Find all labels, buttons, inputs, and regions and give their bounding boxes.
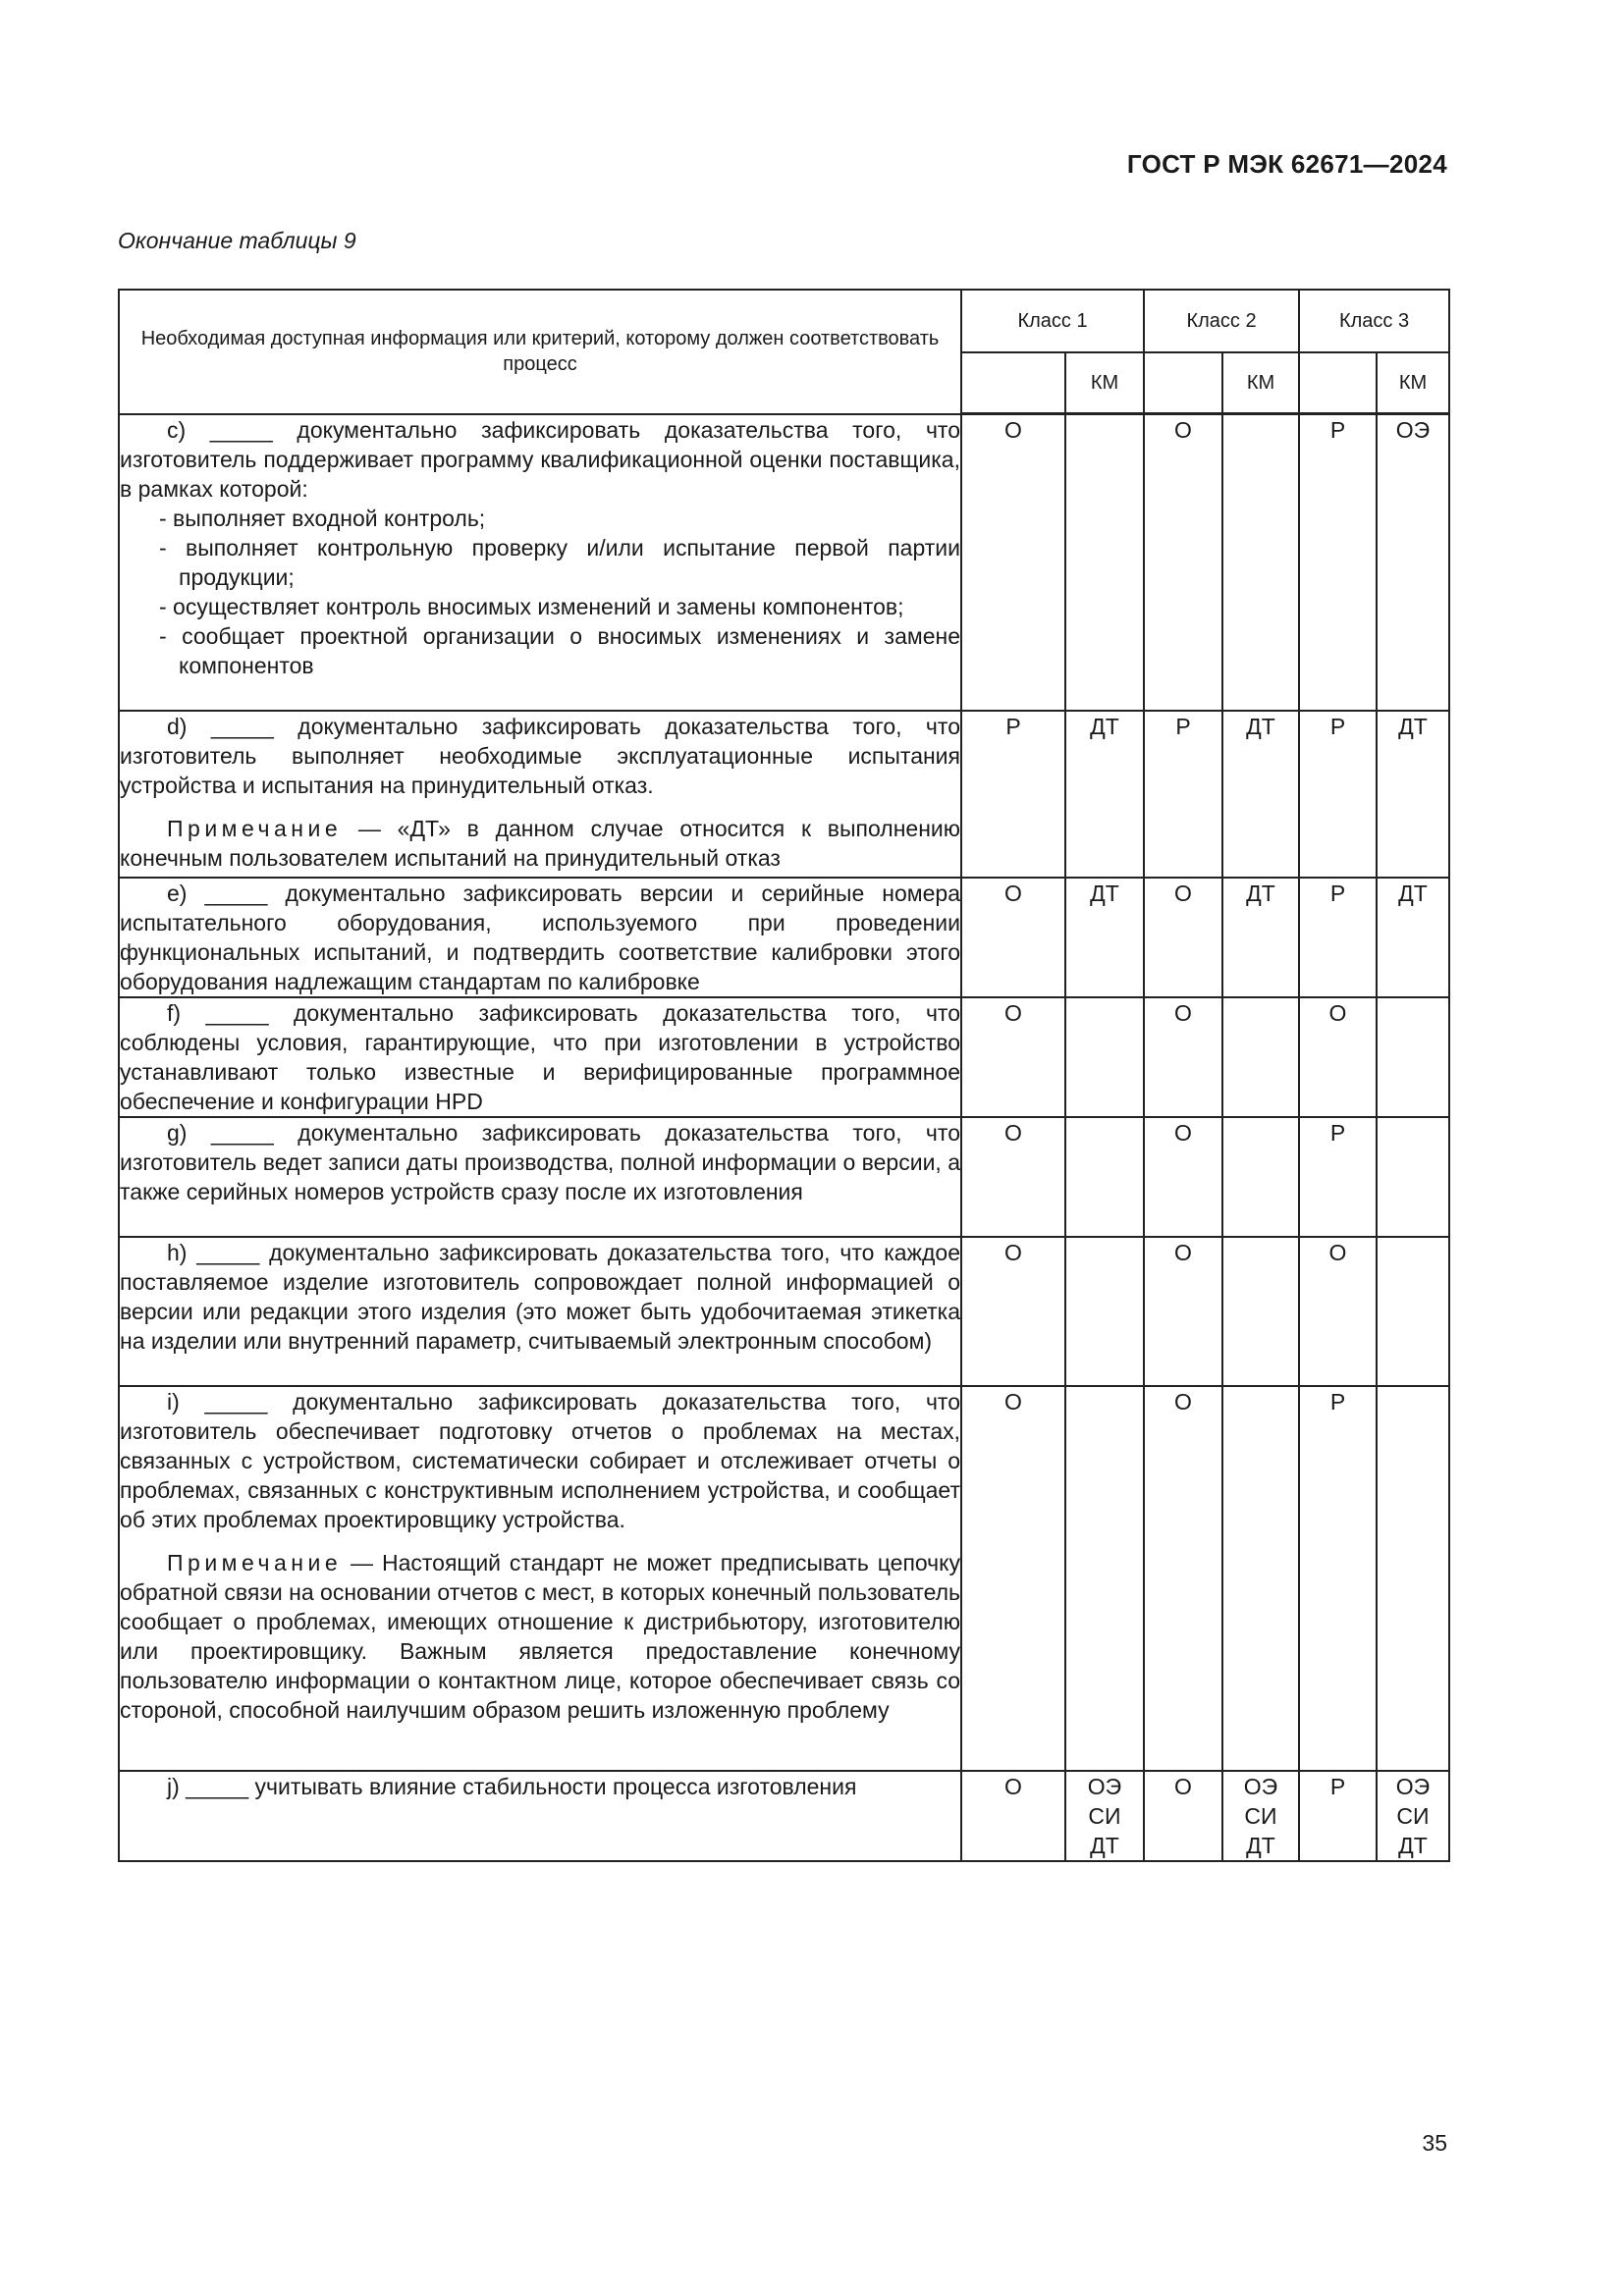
value-cell: О bbox=[961, 414, 1065, 711]
value-cell: ДТ bbox=[1065, 711, 1144, 878]
criterion-cell bbox=[119, 1117, 961, 1237]
requirements-table bbox=[118, 289, 1450, 1862]
note-label: Примечание bbox=[167, 1549, 343, 1575]
value-cell bbox=[1377, 1771, 1449, 1861]
value-cell bbox=[1065, 1237, 1144, 1386]
criterion-cell bbox=[119, 414, 961, 711]
criterion-text: h) _____ документально зафиксировать доказательства того, что каждое поставляемое изделие изготовитель сопровождает полной информацией о версии или редакции этого изделия (это может быть удобочитаемая этикетка на изделии или внутренний параметр, считываемый электронным способом) bbox=[120, 1239, 960, 1354]
value-line: ОЭ bbox=[1243, 1773, 1278, 1799]
value-cell: О bbox=[1144, 1771, 1222, 1861]
value-line: СИ bbox=[1088, 1802, 1121, 1829]
value-cell bbox=[1065, 1117, 1144, 1237]
class-1-header: Класс 1 bbox=[961, 290, 1144, 352]
note-text: — «ДТ» в данном случае относится к выполнению конечным пользователем испытаний на принудительный отказ bbox=[120, 815, 960, 871]
value-cell bbox=[1222, 1237, 1299, 1386]
table-row bbox=[119, 1237, 1449, 1386]
value-line: ДТ bbox=[1398, 1832, 1428, 1858]
value-line: ОЭ bbox=[1395, 1773, 1431, 1799]
class-1-main-subheader bbox=[961, 352, 1065, 414]
table-row bbox=[119, 878, 1449, 997]
value-cell bbox=[1065, 1386, 1144, 1771]
value-line: СИ bbox=[1396, 1802, 1430, 1829]
value-cell: О bbox=[1299, 997, 1377, 1117]
criterion-text: c) _____ документально зафиксировать доказательства того, что изготовитель поддерживает программу квалификационной оценки поставщика, в рамках которой: bbox=[120, 416, 960, 502]
criterion-text: g) _____ документально зафиксировать доказательства того, что изготовитель ведет записи даты производства, полной информации о версии, а также серийных номеров устройств сразу после их изготовления bbox=[120, 1119, 960, 1204]
value-cell bbox=[1222, 997, 1299, 1117]
value-cell: О bbox=[961, 1386, 1065, 1771]
criterion-text: e) _____ документально зафиксировать версии и серийные номера испытательного оборудования, используемого при проведении функциональных испытаний, и подтвердить соответствие калибровки этого оборудования надлежащим стандартам по калибровке bbox=[120, 880, 960, 994]
table-row bbox=[119, 1771, 1449, 1861]
value-cell: О bbox=[961, 997, 1065, 1117]
value-cell bbox=[1065, 997, 1144, 1117]
criterion-text: i) _____ документально зафиксировать доказательства того, что изготовитель обеспечивает подготовку отчетов о проблемах на местах, связанных с устройством, систематически собирает и отслеживает отчеты о проблемах, связанных с конструктивным исполнением устройства, и сообщает об этих проблемах проектировщику устройства. bbox=[120, 1388, 960, 1532]
value-cell: О bbox=[1144, 1117, 1222, 1237]
criterion-text: f) _____ документально зафиксировать доказательства того, что соблюдены условия, гарантирующие, что при изготовлении в устройство устанавливают только известные и верифицированные программное обеспечение и конфигурации HPD bbox=[120, 999, 960, 1114]
value-cell: ДТ bbox=[1377, 878, 1449, 997]
standard-designation: ГОСТ Р МЭК 62671—2024 bbox=[1126, 149, 1447, 179]
value-line: ОЭ bbox=[1087, 1773, 1122, 1799]
table-row bbox=[119, 711, 1449, 878]
value-cell bbox=[1222, 1771, 1299, 1861]
value-cell: О bbox=[961, 878, 1065, 997]
note-label: Примечание bbox=[167, 815, 343, 841]
value-cell bbox=[1222, 1117, 1299, 1237]
value-cell: ДТ bbox=[1222, 711, 1299, 878]
criterion-cell bbox=[119, 1386, 961, 1771]
note bbox=[120, 814, 960, 873]
value-cell: Р bbox=[961, 711, 1065, 878]
list-item: - выполняет контрольную проверку и/или испытание первой партии продукции; bbox=[159, 534, 960, 590]
criterion-cell bbox=[119, 1237, 961, 1386]
criterion-header: Необходимая доступная информация или критерий, которому должен соответствовать процесс bbox=[119, 290, 961, 414]
value-cell: ДТ bbox=[1065, 878, 1144, 997]
value-line: СИ bbox=[1244, 1802, 1277, 1829]
value-line: ДТ bbox=[1090, 1832, 1119, 1858]
criterion-cell bbox=[119, 1771, 961, 1861]
value-cell: О bbox=[961, 1117, 1065, 1237]
note bbox=[120, 1548, 960, 1725]
criterion-cell bbox=[119, 997, 961, 1117]
class-2-header: Класс 2 bbox=[1144, 290, 1299, 352]
class-1-km-subheader: КМ bbox=[1065, 352, 1144, 414]
criterion-cell bbox=[119, 711, 961, 878]
value-cell: О bbox=[1144, 1386, 1222, 1771]
value-cell: О bbox=[1144, 997, 1222, 1117]
value-cell: О bbox=[1144, 1237, 1222, 1386]
value-cell bbox=[1222, 414, 1299, 711]
class-3-km-subheader: КМ bbox=[1377, 352, 1449, 414]
value-cell bbox=[1377, 1117, 1449, 1237]
value-cell bbox=[1065, 414, 1144, 711]
criterion-cell bbox=[119, 878, 961, 997]
table-row bbox=[119, 1386, 1449, 1771]
class-3-main-subheader bbox=[1299, 352, 1377, 414]
value-cell: О bbox=[1144, 414, 1222, 711]
value-cell: Р bbox=[1299, 1386, 1377, 1771]
list-item: - выполняет входной контроль; bbox=[159, 505, 486, 531]
value-cell: О bbox=[961, 1237, 1065, 1386]
class-3-header: Класс 3 bbox=[1299, 290, 1449, 352]
list-item: - осуществляет контроль вносимых изменений и замены компонентов; bbox=[159, 593, 904, 619]
value-cell: О bbox=[961, 1771, 1065, 1861]
value-cell: ДТ bbox=[1222, 878, 1299, 997]
value-cell bbox=[1377, 1386, 1449, 1771]
value-cell: Р bbox=[1299, 878, 1377, 997]
value-cell bbox=[1222, 1386, 1299, 1771]
criterion-text: j) _____ учитывать влияние стабильности процесса изготовления bbox=[167, 1773, 857, 1799]
value-cell: О bbox=[1299, 1237, 1377, 1386]
value-cell: Р bbox=[1144, 711, 1222, 878]
value-cell bbox=[1377, 1237, 1449, 1386]
value-cell: О bbox=[1144, 878, 1222, 997]
value-cell: ДТ bbox=[1377, 711, 1449, 878]
value-cell bbox=[1377, 997, 1449, 1117]
table-row bbox=[119, 997, 1449, 1117]
note-text: — Настоящий стандарт не может предписывать цепочку обратной связи на основании отчетов с мест, в которых конечный пользователь сообщает о проблемах, имеющих отношение к дистрибьютору, изготовителю или проектировщику. Важным является предоставление конечному пользователю информации о контактном лице, которое обеспечивает связь со стороной, способной наилучшим образом решить изложенную проблему bbox=[120, 1549, 960, 1723]
table-caption: Окончание таблицы 9 bbox=[118, 228, 356, 253]
value-line: ДТ bbox=[1246, 1832, 1275, 1858]
value-cell: Р bbox=[1299, 711, 1377, 878]
table-row bbox=[119, 1117, 1449, 1237]
value-cell: Р bbox=[1299, 1771, 1377, 1861]
value-cell: Р bbox=[1299, 414, 1377, 711]
table-row bbox=[119, 414, 1449, 711]
class-2-km-subheader: КМ bbox=[1222, 352, 1299, 414]
value-cell bbox=[1065, 1771, 1144, 1861]
list-item: - сообщает проектной организации о вносимых изменениях и замене компонентов bbox=[159, 622, 960, 678]
value-cell: ОЭ bbox=[1377, 414, 1449, 711]
value-cell: Р bbox=[1299, 1117, 1377, 1237]
page-number: 35 bbox=[1422, 2130, 1447, 2156]
criterion-text: d) _____ документально зафиксировать доказательства того, что изготовитель выполняет необходимые эксплуатационные испытания устройства и испытания на принудительный отказ. bbox=[120, 713, 960, 798]
class-2-main-subheader bbox=[1144, 352, 1222, 414]
